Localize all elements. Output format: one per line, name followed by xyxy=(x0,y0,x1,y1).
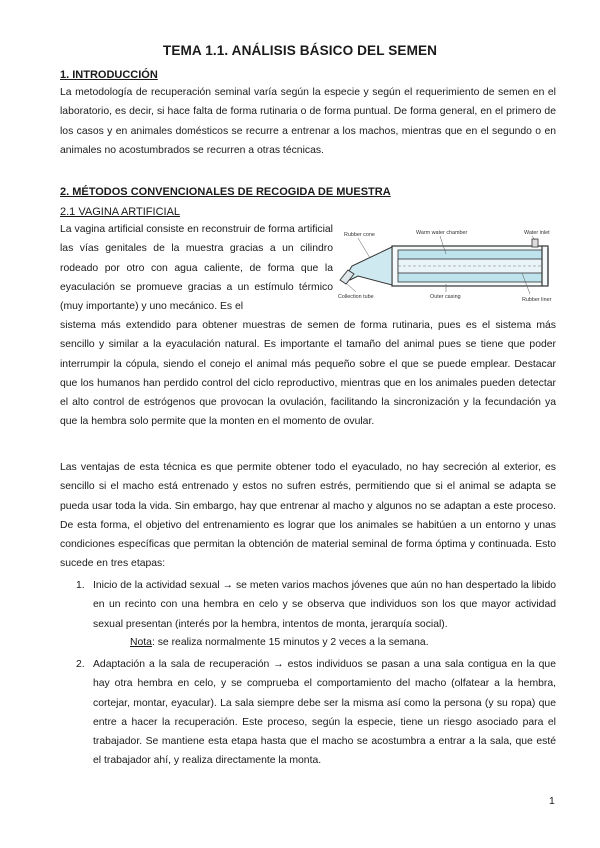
section-heading-methods: 2. MÉTODOS CONVENCIONALES DE RECOGIDA DE MUESTRA xyxy=(60,186,391,198)
rubber-cone-shape xyxy=(346,247,392,285)
vagina-artificial-paragraph-full: sistema más extendido para obtener muestras de semen de forma rutinaria, pues es el sistema más sencillo y similar a la eyaculación natural. Es importante el tamaño del animal pues se tiene que poder interrumpir la cópula, siendo el conejo el animal más pequeño sobre el que se puede emplear. Destacar que los humanos han perdido control del ciclo reproductivo, mientras que en los animales pueden detectar el alto control de estrógenos que provocan la ovulación, facilitando la sincronización y la fecundación ya que la hembra solo permite que la monten en el momento de ovular. xyxy=(60,320,556,428)
collection-tube-shape xyxy=(340,270,354,284)
section-heading-intro: 1. INTRODUCCIÓN xyxy=(60,69,158,81)
list-item-2-text: Adaptación a la sala de recuperación → estos individuos se pasan a una sala contigua en la que hay otra hembra en celo, y se comprueba el comportamiento del macho (olfatear a la hembra, cortejar, montar, eyacular). La sala siempre debe ser la misma así como la persona (y su ropa) que entre a hacer la recuperación. Este proceso, según la especie, tiene un riesgo asociado para el trabajador. Se mantiene esta etapa hasta que el macho se acostumbra a entrar a la sala, que esté el trabajador ahí, y realiza directamente la monta. xyxy=(93,659,556,767)
artificial-vagina-diagram xyxy=(336,226,558,306)
note-text: : se realiza normalmente 15 minutos y 2 veces a la semana. xyxy=(151,637,429,648)
page-title: TEMA 1.1. ANÁLISIS BÁSICO DEL SEMEN xyxy=(162,43,438,58)
intro-paragraph: La metodología de recuperación seminal varía según la especie y según el requerimiento de semen en el laboratorio, es decir, si hace falta de forma rutinaria o de forma puntual. De forma general, en el primero de los casos y en animales domésticos se recurre a entrenar a los machos, mientras que en el segundo o en animales no acostumbrados se recurren a otras técnicas. xyxy=(60,87,556,156)
label-outer-casing: Outer casing xyxy=(430,294,461,300)
label-water-inlet: Water inlet xyxy=(524,230,550,236)
list-item-1-number: 1. xyxy=(76,580,85,591)
list-item-1-text: Inicio de la actividad sexual → se meten varios machos jóvenes que aún no han despertado la libido en un recinto con una hembra en celo y se observa que individuos son los que mayor actividad sexual presentan (interés por la hembra, intentos de monta, jerarquía social). xyxy=(93,580,556,630)
label-rubber-liner: Rubber liner xyxy=(522,297,552,303)
note-label: Nota xyxy=(130,637,152,648)
label-warm-water-chamber: Warm water chamber xyxy=(416,230,468,236)
label-rubber-cone: Rubber cone xyxy=(344,232,375,238)
label-collection-tube: Collection tube xyxy=(338,294,374,300)
advantages-paragraph: Las ventajas de esta técnica es que permite obtener todo el eyaculado, no hay secreción al exterior, es sencillo si el macho está entrenado y estos no sufren estrés, permitiendo que si el animal se adapta se pueda usar toda la vida. Sin embargo, hay que entrenar al macho y algunos no se adaptan a este proceso. De esta forma, el objetivo del entrenamiento es lograr que los animales se habitúen a un entorno y unas condiciones específicas que permitan la obtención de material seminal de forma óptima y continuada. Esto sucede en tres etapas: xyxy=(60,462,556,570)
list-item-2-number: 2. xyxy=(76,659,85,670)
page-number: 1 xyxy=(549,796,555,807)
subsection-heading-vagina-artificial: 2.1 VAGINA ARTIFICIAL xyxy=(60,206,181,218)
vagina-artificial-paragraph-wrap: La vagina artificial consiste en reconstruir de forma artificial las vías genitales de la muestra gracias a un cilindro rodeado por otro con agua caliente, de forma que la eyaculación se promueve gracias a un estímulo térmico (muy importante) y uno mecánico. Es el xyxy=(60,224,333,313)
list-item-1-note xyxy=(130,637,429,648)
water-inlet-shape xyxy=(532,239,538,247)
